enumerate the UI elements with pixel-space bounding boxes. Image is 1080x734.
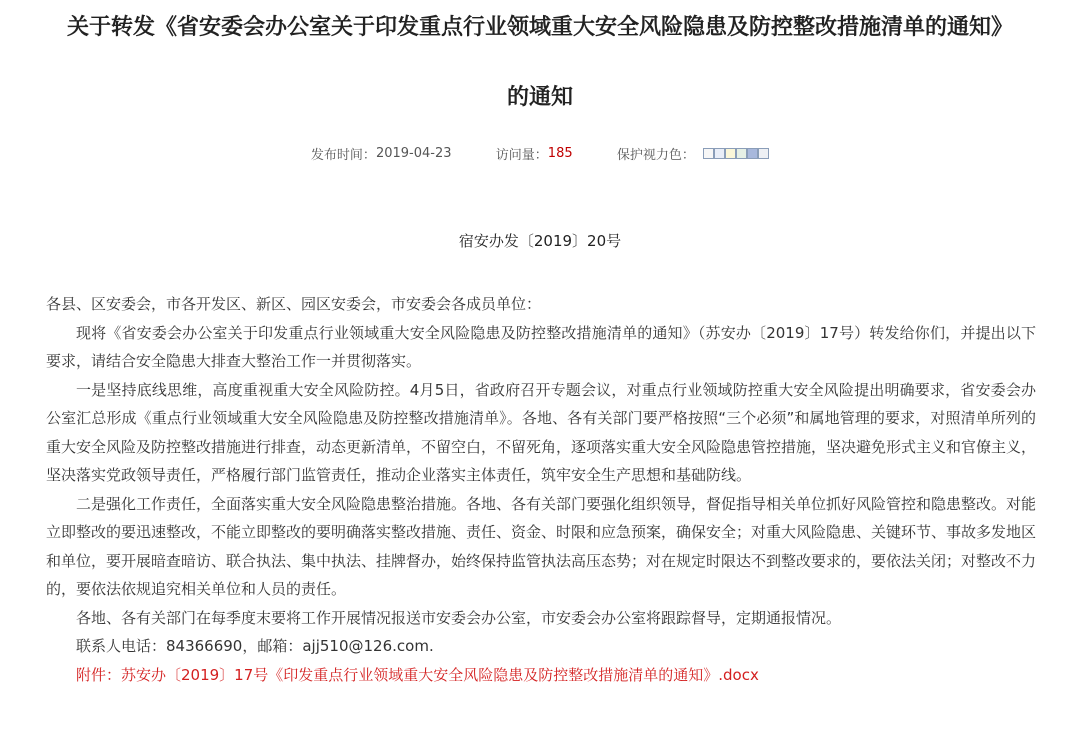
addressee: 各县、区安委会，市各开发区、新区、园区安委会，市安委会各成员单位：: [46, 295, 542, 313]
publish-label: 发布时间：: [310, 148, 376, 163]
title-line-2: 的通知: [506, 85, 573, 110]
title-line-1: 关于转发《省安委会办公室关于印发重点行业领域重大安全风险隐患及防控整改措施清单的通知》: [66, 15, 1013, 40]
paragraph-intro: 现将《省安委会办公室关于印发重点行业领域重大安全风险隐患及防控整改措施清单的通知》（苏安办〔2019〕17号）转发给你们，并提出以下要求，请结合安全隐患大排查大整治工作一并贯彻落实。: [46, 323, 1036, 370]
publish-date: 2019-04-23: [375, 146, 452, 161]
eye-care-swatch-3[interactable]: [725, 148, 736, 159]
eye-care-swatch-1[interactable]: [703, 148, 714, 159]
visits-count: 185: [547, 146, 573, 161]
eye-care-label: 保护视力色：: [616, 148, 695, 163]
paragraph-1: 一是坚持底线思维，高度重视重大安全风险防控。4月5日，省政府召开专题会议，对重点行业领域防控重大安全风险提出明确要求，省安委会办公室汇总形成《重点行业领域重大安全风险隐患及防控整改措施清单》。各地、各有关部门要严格按照“三个必须”和属地管理的要求，对照清单所列的重大安全风险及防控整改措施进行排查，动态更新清单，不留空白，不留死角，逐项落实重大安全风险隐患管控措施，坚决避免形式主义和官僚主义，坚决落实党政领导责任，严格履行部门监管责任，推动企业落实主体责任，筑牢安全生产思想和基础防线。: [46, 380, 1037, 484]
paragraph-report: 各地、各有关部门在每季度末要将工作开展情况报送市安委会办公室，市安委会办公室将跟踪督导，定期通报情况。: [76, 608, 842, 627]
article-body: [46, 290, 1036, 689]
contact-info: 联系人电话：84366690，邮箱：ajj510@126.com.: [76, 637, 434, 655]
attachment-link[interactable]: 附件：苏安办〔2019〕17号《印发重点行业领域重大安全风险隐患及防控整改措施清单的通知》.docx: [76, 665, 759, 684]
eye-care-swatches: [703, 146, 769, 161]
eye-care-swatch-4[interactable]: [736, 148, 747, 159]
eye-care-swatch-5[interactable]: [747, 148, 758, 159]
article-meta: [0, 144, 1080, 163]
eye-care-swatch-2[interactable]: [714, 148, 725, 159]
document-number: 宿安办发〔2019〕20号: [458, 232, 622, 250]
visits-label: 访问量：: [495, 148, 548, 163]
eye-care-swatch-6[interactable]: [758, 148, 769, 159]
paragraph-2: 二是强化工作责任，全面落实重大安全风险隐患整治措施。各地、各有关部门要强化组织领导，督促指导相关单位抓好风险管控和隐患整改。对能立即整改的要迅速整改，不能立即整改的要明确落实整改措施、责任、资金、时限和应急预案，确保安全；对重大风险隐患、关键环节、事故多发地区和单位，要开展暗查暗访、联合执法、集中执法、挂牌督办，始终保持监管执法高压态势；对在规定时限达不到整改要求的，要依法关闭；对整改不力的，要依法依规追究相关单位和人员的责任。: [46, 494, 1037, 598]
